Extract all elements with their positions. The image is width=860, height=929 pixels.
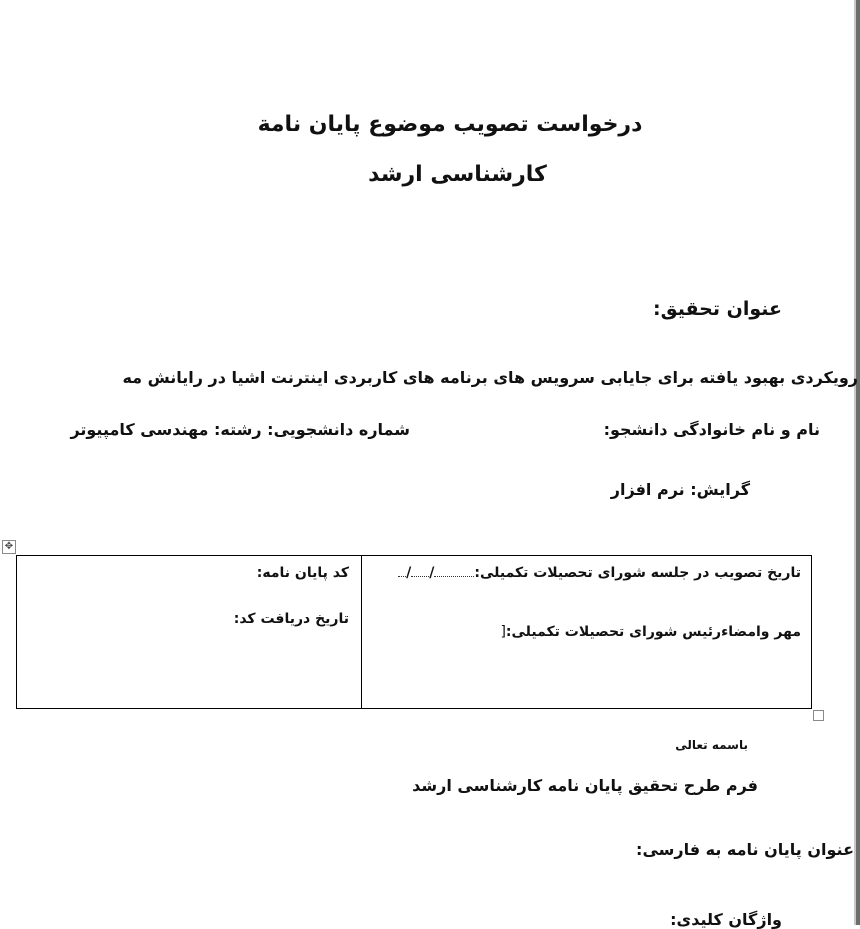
research-title-label: عنوان تحقیق:: [653, 298, 782, 320]
date-blank-day[interactable]: [434, 576, 474, 577]
specialization-label: گرایش: نرم افزار: [610, 480, 750, 499]
student-id-field-label: شماره دانشجویی: رشته: مهندسی کامپیوتر: [70, 420, 410, 439]
table-column-divider: [361, 556, 362, 708]
persian-title-label: عنوان پایان نامه به فارسی:: [636, 840, 854, 859]
code-receipt-date-label: تاریخ دریافت کد:: [233, 611, 349, 627]
date-blank-month[interactable]: [411, 576, 429, 577]
approval-date-field: [398, 565, 801, 581]
student-name-label: نام و نام خانوادگی دانشجو:: [603, 420, 820, 439]
text-cursor-bracket: [: [500, 624, 506, 640]
date-separator-2: /: [406, 565, 412, 581]
proposal-form-title: فرم طرح تحقیق پایان نامه کارشناسی ارشد: [412, 776, 758, 795]
degree-subtitle: کارشناسی ارشد: [368, 162, 547, 187]
research-title-value: رویکردی بهبود یافته برای جایابی سرویس های برنامه های کاربردی اینترنت اشیا در رایانش مه: [122, 368, 858, 387]
table-resize-handle-icon[interactable]: [813, 710, 824, 721]
approval-table: [16, 555, 812, 709]
document-title: درخواست تصویب موضوع پایان نامة: [257, 112, 643, 137]
keywords-label: واژگان کلیدی:: [670, 910, 782, 929]
date-blank-year[interactable]: [398, 576, 406, 577]
council-head-label: مهر وامضاءرئیس شورای تحصیلات تکمیلی:: [505, 624, 801, 640]
page-edge: [856, 0, 860, 925]
date-separator-1: /: [429, 565, 435, 581]
bismillah-heading: باسمه تعالی: [675, 738, 748, 752]
table-move-handle-icon[interactable]: ✥: [2, 540, 16, 554]
approval-date-label: تاریخ تصویب در جلسه شورای تحصیلات تکمیلی:: [474, 565, 801, 581]
council-head-field: [500, 624, 801, 640]
thesis-code-label: کد پایان نامه:: [256, 565, 349, 581]
